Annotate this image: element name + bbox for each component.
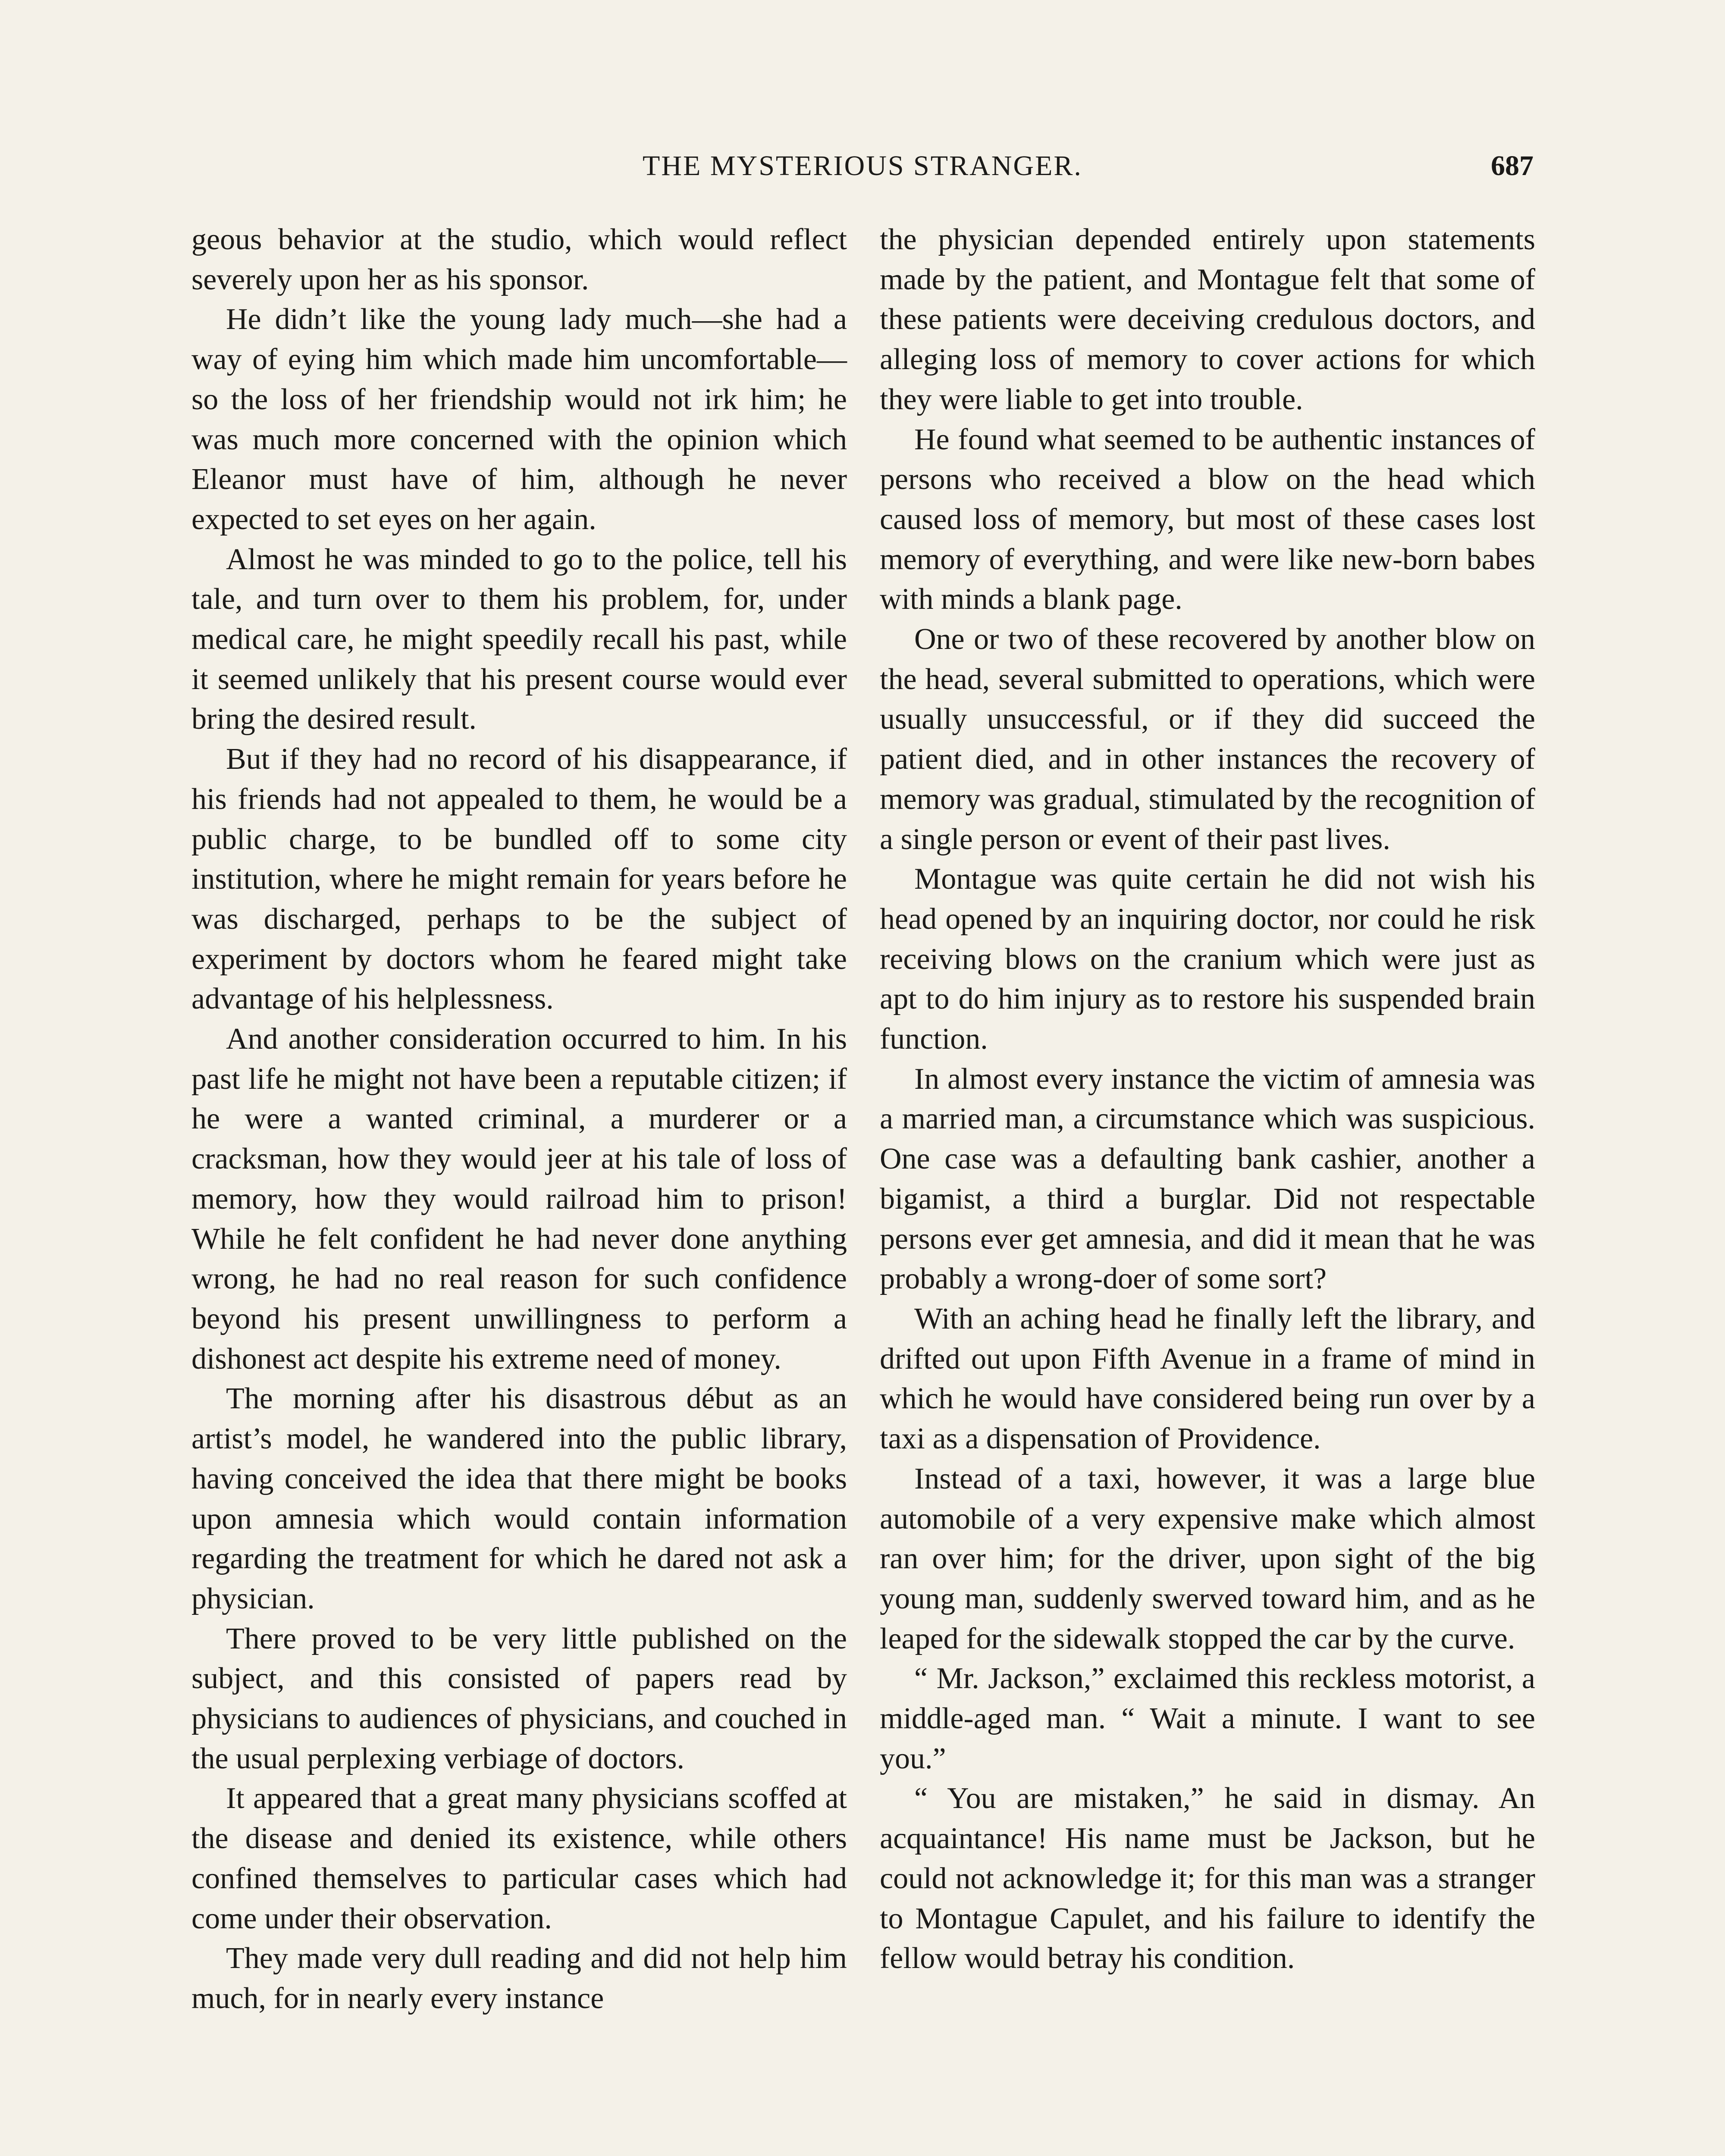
paragraph-continued: geous behavior at the studio, which would reflect severely upon her as his sponsor. (191, 223, 847, 296)
paragraph: With an aching head he finally left the library, and drifted out upon Fifth Avenue in a frame of mind in which he would have considered being run over by a taxi as a dispensation of Providence. (880, 1302, 1535, 1456)
right-column (880, 220, 1535, 2156)
paragraph-continued: the physician depended entirely upon statements made by the patient, and Montague felt that some of these patients were deceiving credulous doctors, and alleging loss of memory to cover actions for which they were liable to get into trouble. (880, 223, 1535, 416)
running-title: THE MYSTERIOUS STRANGER. (643, 150, 1082, 182)
paragraph: “ You are mistaken,” he said in dismay. An acquaintance! His name must be Jackson, but he could not acknowledge it; for this man was a stranger to Montague Capulet, and his failure to identify the fellow would betray his condition. (880, 1782, 1535, 1975)
paragraph: He didn’t like the young lady much—she had a way of eying him which made him uncomfortable—so the loss of her friendship would not irk him; he was much more concerned with the opinion which Eleanor must have of him, although he never expected to set eyes on her again. (191, 303, 847, 536)
left-column (191, 220, 847, 2156)
paragraph: They made very dull reading and did not help him much, for in nearly every instance (191, 1942, 847, 2015)
paragraph: One or two of these recovered by another blow on the head, several submitted to operations, which were usually unsuccessful, or if they did succeed the patient died, and in other instances the recovery of memory was gradual, stimulated by the recognition of a single person or event of their past lives. (880, 623, 1535, 856)
paragraph: In almost every instance the victim of amnesia was a married man, a circumstance which was suspicious. One case was a defaulting bank cashier, another a bigamist, a third a burglar. Did not respectable persons ever get amnesia, and did it mean that he was probably a wrong-doer of some sort? (880, 1062, 1535, 1296)
running-head (191, 142, 1534, 190)
paragraph: “ Mr. Jackson,” exclaimed this reckless motorist, a middle-aged man. “ Wait a minute. I want to see you.” (880, 1662, 1535, 1775)
paragraph: Instead of a taxi, however, it was a large blue automobile of a very expensive make which almost ran over him; for the driver, upon sight of the big young man, suddenly swerved toward him, and as he leaped for the sidewalk stopped the car by the curve. (880, 1462, 1535, 1655)
paragraph: He found what seemed to be authentic instances of persons who received a blow on the head which caused loss of memory, but most of these cases lost memory of everything, and were like new-born babes with minds a blank page. (880, 423, 1535, 616)
paragraph: Almost he was minded to go to the police, tell his tale, and turn over to them his problem, for, under medical care, he might speedily recall his past, while it seemed unlikely that his present course would ever bring the desired result. (191, 542, 847, 736)
paragraph: Montague was quite certain he did not wish his head opened by an inquiring doctor, nor could he risk receiving blows on the cranium which were just as apt to do him injury as to restore his suspended brain function. (880, 862, 1535, 1056)
paragraph: It appeared that a great many physicians scoffed at the disease and denied its existence, while others confined themselves to particular cases which had come under their observation. (191, 1782, 847, 1935)
paragraph: And another consideration occurred to him. In his past life he might not have been a reputable citizen; if he were a wanted criminal, a murderer or a cracksman, how they would jeer at his tale of loss of memory, how they would railroad him to prison! While he felt confident he had never done anything wrong, he had no real reason for such confidence beyond his present unwillingness to perform a dishonest act despite his extreme need of money. (191, 1022, 847, 1376)
paragraph: The morning after his disastrous début as an artist’s model, he wandered into the public library, having conceived the idea that there might be books upon amnesia which would contain information regarding the treatment for which he dared not ask a physician. (191, 1382, 847, 1615)
paragraph: But if they had no record of his disappearance, if his friends had not appealed to them, he would be a public charge, to be bundled off to some city institution, where he might remain for years before he was discharged, perhaps to be the subject of experiment by doctors whom he feared might take advantage of his helplessness. (191, 743, 847, 1016)
page-number: 687 (1491, 150, 1534, 182)
paragraph: There proved to be very little published on the subject, and this consisted of papers read by physicians to audiences of physicians, and couched in the usual perplexing verbiage of doctors. (191, 1622, 847, 1775)
